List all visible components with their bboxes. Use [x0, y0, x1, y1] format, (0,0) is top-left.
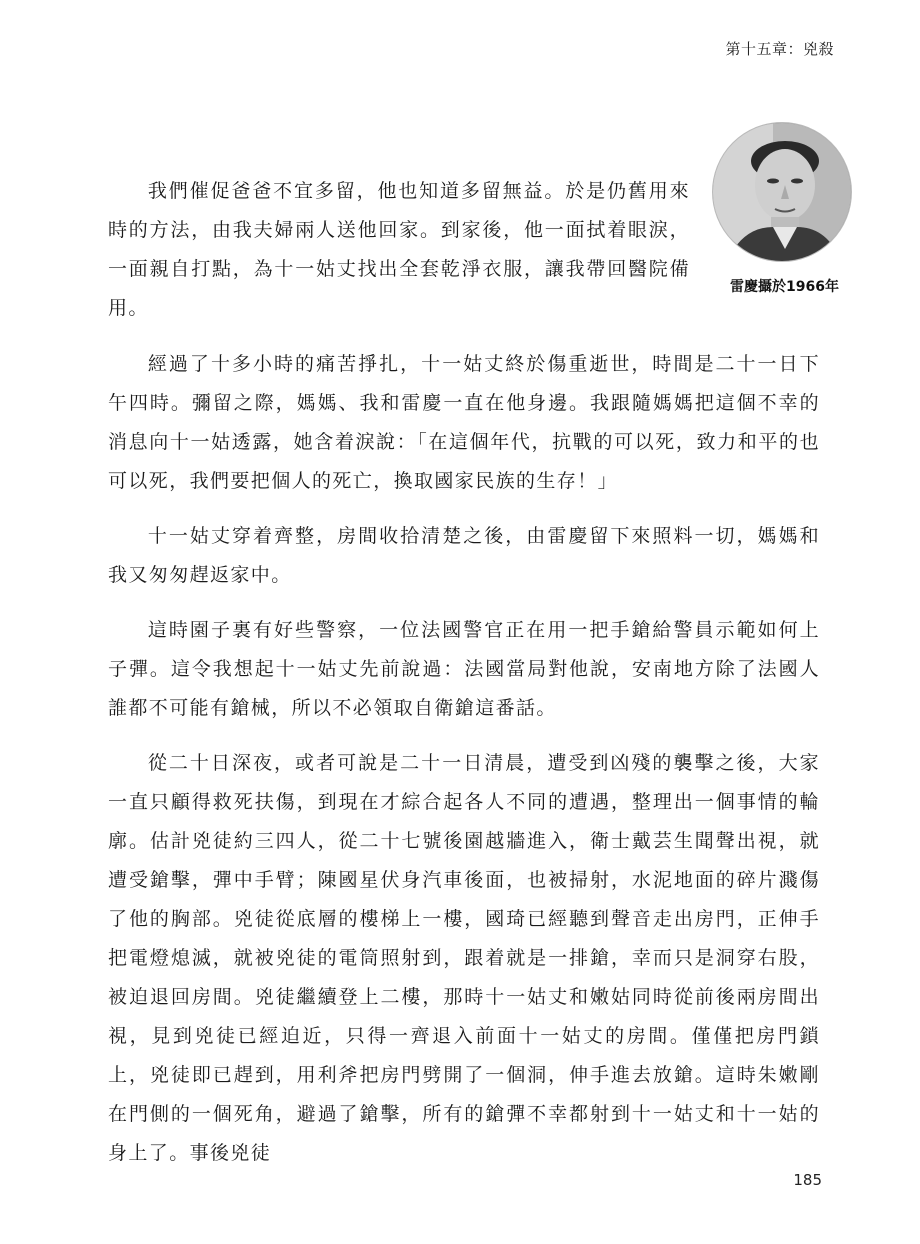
body-paragraph: 十一姑丈穿着齊整，房間收拾清楚之後，由雷慶留下來照料一切，媽媽和我又匆匆趕返家中。: [108, 525, 820, 586]
page-number: 185: [793, 1171, 822, 1189]
running-header: 第十五章：兇殺: [725, 40, 834, 58]
portrait-illustration: [713, 123, 851, 261]
body-paragraph: 這時園子裏有好些警察，一位法國警官正在用一把手鎗給警員示範如何上子彈。這令我想起十一姑丈先前說過：法國當局對他說，安南地方除了法國人誰都不可能有鎗械，所以不必領取自衛鎗這番話。: [108, 619, 820, 719]
portrait-photo: [712, 122, 852, 262]
body-paragraph: 我們催促爸爸不宜多留，他也知道多留無益。於是仍舊用來時的方法，由我夫婦兩人送他回家。到家後，他一面拭着眼淚，一面親自打點，為十一姑丈找出全套乾淨衣服，讓我帶回醫院備用。: [108, 180, 690, 319]
photo-caption: 雷慶攝於1966年: [730, 279, 839, 295]
portrait-block: [712, 122, 852, 262]
body-paragraph: 經過了十多小時的痛苦掙扎，十一姑丈終於傷重逝世，時間是二十一日下午四時。彌留之際，媽媽、我和雷慶一直在他身邊。我跟隨媽媽把這個不幸的消息向十一姑透露，她含着淚說：「在這個年代，抗戰的可以死，致力和平的也可以死，我們要把個人的死亡，換取國家民族的生存！」: [108, 353, 820, 492]
body-paragraph: 從二十日深夜，或者可說是二十一日清晨，遭受到凶殘的襲擊之後，大家一直只顧得救死扶傷，到現在才綜合起各人不同的遭遇，整理出一個事情的輪廓。估計兇徒約三四人，從二十七號後園越牆進入，衛士戴芸生聞聲出視，就遭受鎗擊，彈中手臂；陳國星伏身汽車後面，也被掃射，水泥地面的碎片濺傷了他的胸部。兇徒從底層的樓梯上一樓，國琦已經聽到聲音走出房門，正伸手把電燈熄滅，就被兇徒的電筒照射到，跟着就是一排鎗，幸而只是洞穿右股，被迫退回房間。兇徒繼續登上二樓，那時十一姑丈和嫩姑同時從前後兩房間出視，見到兇徒已經迫近，只得一齊退入前面十一姑丈的房間。僅僅把房門鎖上，兇徒即已趕到，用利斧把房門劈開了一個洞，伸手進去放鎗。這時朱嫩剛在門側的一個死角，避過了鎗擊，所有的鎗彈不幸都射到十一姑丈和十一姑的身上了。事後兇徒: [108, 752, 820, 1164]
